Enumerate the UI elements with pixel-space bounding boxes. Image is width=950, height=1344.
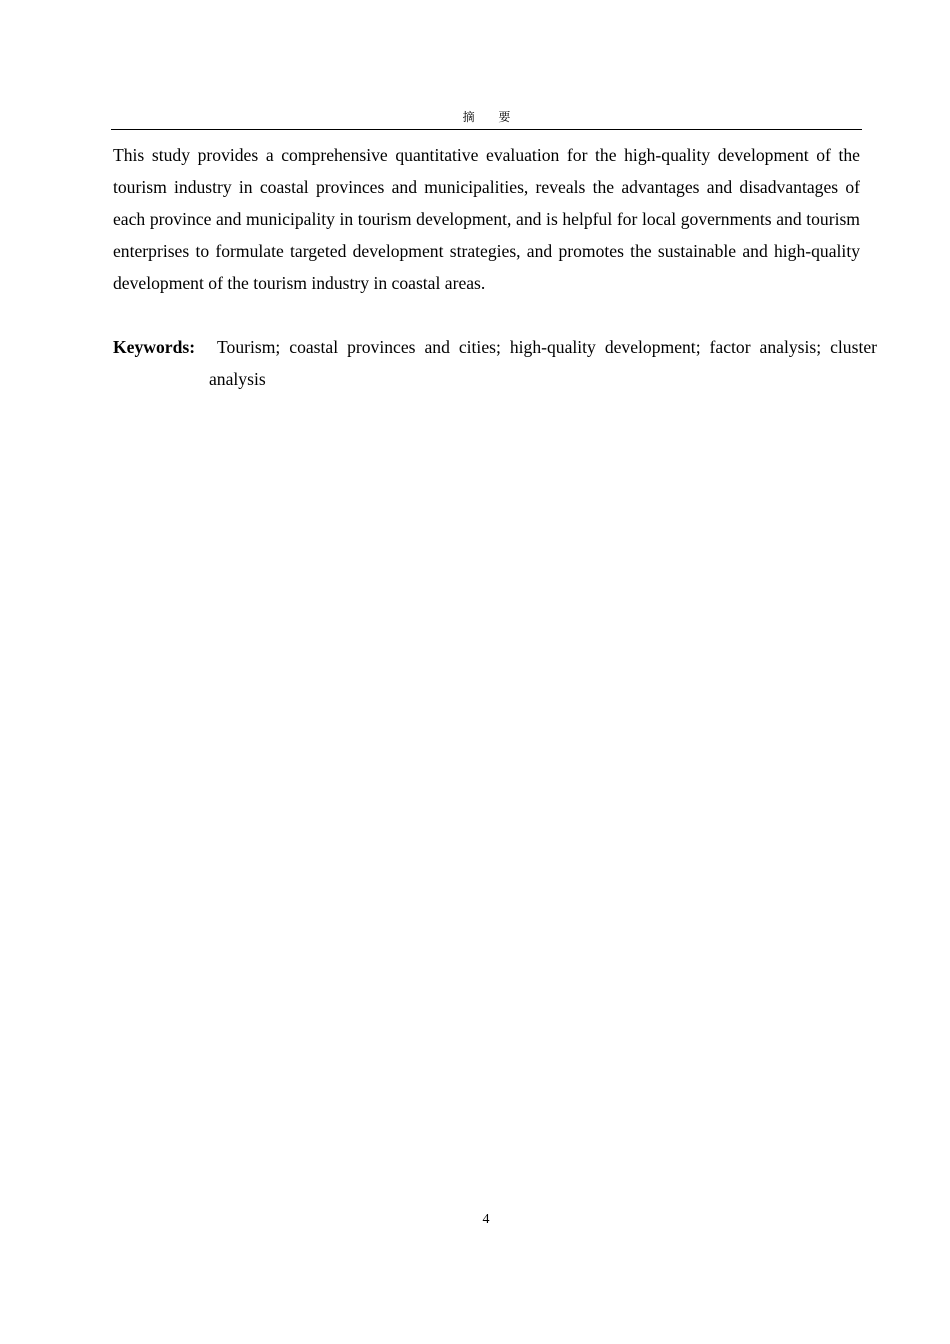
keywords-line (113, 331, 877, 395)
header-title: 摘 要 (462, 110, 521, 124)
page-header (111, 108, 862, 130)
abstract-paragraph: This study provides a comprehensive quantitative evaluation for the high-quality development of the tourism industry in coastal provinces and municipalities, reveals the advantages and disadvantages of each province and municipality in tourism development, and is helpful for local governments and tourism enterprises to formulate targeted development strategies, and promotes the sustainable and high-quality development of the tourism industry in coastal areas. (113, 145, 860, 293)
keywords-text: Tourism; coastal provinces and cities; high-quality development; factor analysis; cluster analysis (209, 337, 877, 389)
page-number: 4 (482, 1212, 490, 1227)
keywords-label: Keywords: (113, 337, 196, 357)
